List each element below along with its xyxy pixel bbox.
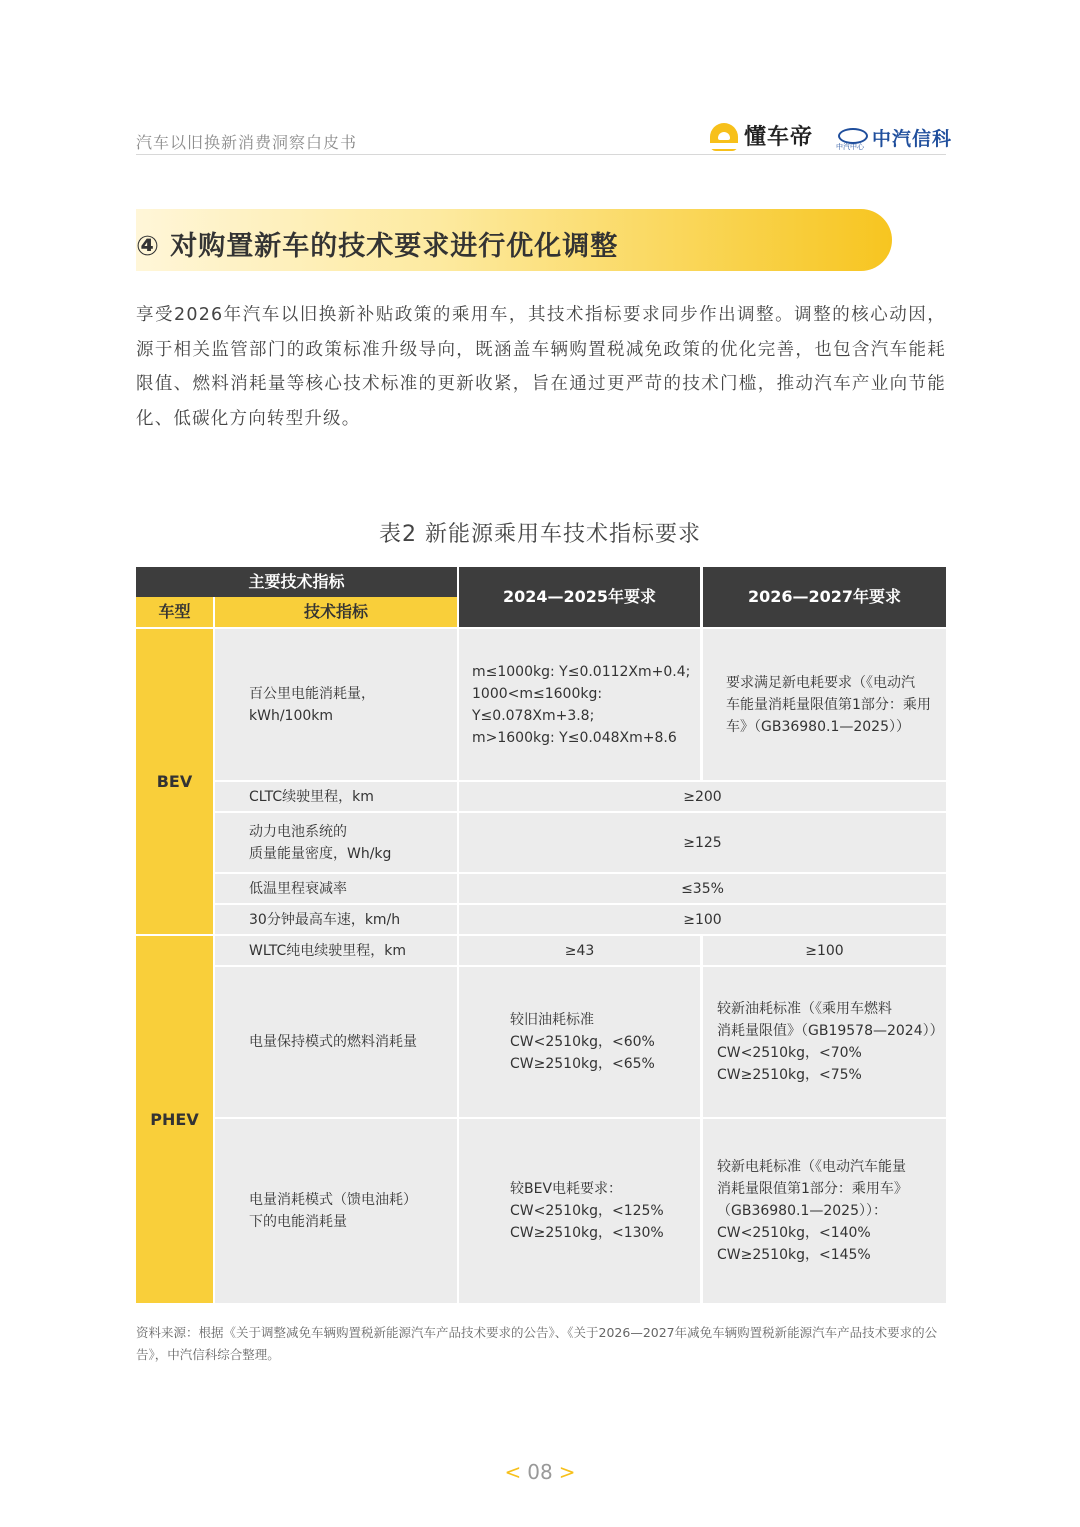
document-title: 汽车以旧换新消费洞察白皮书 (136, 133, 358, 152)
row8-2026-line: CW≥2510kg，<145% (717, 1247, 871, 1263)
row4-value: ≤35% (459, 874, 946, 903)
row6-2024: ≥43 (459, 936, 700, 965)
row7-2026-line: CW<2510kg，<70% (717, 1045, 862, 1061)
row7-2024-line: CW≥2510kg，<65% (510, 1056, 655, 1072)
page-number (0, 1460, 1080, 1484)
dongchedi-logo-text: 懂车帝 (744, 125, 814, 150)
row8-2026-line: 较新电耗标准（《电动汽车能量 (717, 1159, 906, 1175)
header-vehicle-type: 车型 (136, 597, 213, 627)
cata-logo-text: 中汽信科 (872, 128, 953, 150)
row1-indicator (215, 629, 457, 780)
row7-2026-line: CW≥2510kg，<75% (717, 1067, 862, 1083)
row4-indicator: 低温里程衰减率 (215, 874, 457, 903)
row8-indicator (215, 1119, 457, 1303)
row1-2026 (703, 629, 946, 780)
row8-2026-line: CW<2510kg，<140% (717, 1225, 871, 1241)
row7-2024 (459, 967, 700, 1117)
row1-2024 (459, 629, 700, 780)
body-paragraph: 享受2026年汽车以旧换新补贴政策的乘用车，其技术指标要求同步作出调整。调整的核心动因，源于相关监管部门的政策标准升级导向，既涵盖车辆购置税减免政策的优化完善，也包含汽车能耗限值、燃料消耗量等核心技术标准的更新收紧，旨在通过更严苛的技术门槛，推动汽车产业向节能化、低碳化方向转型升级。 (136, 305, 946, 429)
header-divider (136, 154, 946, 155)
row6-indicator: WLTC纯电续驶里程，km (215, 936, 457, 965)
cata-logo (836, 124, 952, 151)
dongchedi-mark-icon (710, 123, 738, 149)
row1-indicator-line: 百公里电能消耗量， (249, 685, 375, 702)
row3-indicator-line: 质量能量密度，Wh/kg (249, 845, 392, 862)
row8-2026-line: 消耗量限值第1部分：乘用车》 (717, 1181, 908, 1197)
row1-2024-line: m≤1000kg: Y≤0.0112Xm+0.4; (472, 663, 691, 680)
header-main-indicator: 主要技术指标 (136, 567, 457, 597)
section-title: ④ 对购置新车的技术要求进行优化调整 (136, 231, 619, 262)
row1-2026-line: 车能量消耗量限值第1部分：乘用 (726, 696, 931, 713)
row8-2026 (703, 1119, 946, 1303)
row1-2026-line: 要求满足新电耗要求（《电动汽 (726, 674, 915, 691)
row2-value: ≥200 (459, 782, 946, 811)
table-caption: 表2 新能源乘用车技术指标要求 (379, 522, 701, 547)
row8-2024-line: CW≥2510kg，<130% (510, 1225, 664, 1241)
row5-value: ≥100 (459, 905, 946, 934)
row8-indicator-line: 电量消耗模式（馈电油耗） (249, 1192, 417, 1208)
row5-indicator: 30分钟最高车速，km/h (215, 905, 457, 934)
row1-indicator-line: kWh/100km (249, 707, 334, 724)
row3-indicator (215, 813, 457, 872)
chevron-left-icon: < (504, 1460, 522, 1484)
header-indicator: 技术指标 (215, 597, 457, 627)
header-2026-2027: 2026—2027年要求 (703, 567, 946, 627)
row8-2024-line: 较BEV电耗要求： (510, 1181, 623, 1197)
row7-2026-line: 消耗量限值》（GB19578—2024）） (717, 1023, 944, 1039)
row7-2026 (703, 967, 946, 1117)
row1-2024-line: m>1600kg: Y≤0.048Xm+8.6 (472, 729, 677, 746)
page-number-value: 08 (527, 1460, 553, 1484)
row7-2026-line: 较新油耗标准（《乘用车燃料 (717, 1001, 892, 1017)
tech-requirements-table (136, 567, 946, 1303)
cata-emblem-subtext: 中汽中心 (836, 142, 864, 151)
header-2024-2025: 2024—2025年要求 (459, 567, 700, 627)
row7-2024-line: CW<2510kg，<60% (510, 1034, 655, 1050)
vehicle-type-bev: BEV (136, 629, 213, 934)
row8-indicator-line: 下的电能消耗量 (249, 1214, 347, 1230)
row3-value: ≥125 (459, 813, 946, 872)
row8-2024-line: CW<2510kg，<125% (510, 1203, 664, 1219)
vehicle-type-phev: PHEV (136, 936, 213, 1303)
row7-indicator: 电量保持模式的燃料消耗量 (215, 967, 457, 1117)
row8-2026-line: （GB36980.1—2025））： (717, 1203, 887, 1219)
row1-2026-line: 车》（GB36980.1—2025）） (726, 718, 910, 735)
row7-2024-line: 较旧油耗标准 (510, 1012, 594, 1028)
chevron-right-icon: > (558, 1460, 576, 1484)
dongchedi-logo (710, 120, 813, 151)
row2-indicator: CLTC续驶里程，km (215, 782, 457, 811)
cata-emblem-icon (836, 126, 866, 150)
row8-2024 (459, 1119, 700, 1303)
row6-2026: ≥100 (703, 936, 946, 965)
row3-indicator-line: 动力电池系统的 (249, 823, 347, 840)
source-footnote: 资料来源：根据《关于调整减免车辆购置税新能源汽车产品技术要求的公告》、《关于2026—2027年减免车辆购置税新能源汽车产品技术要求的公告》，中汽信科综合整理。 (136, 1325, 938, 1362)
row1-2024-line: 1000<m≤1600kg: Y≤0.078Xm+3.8; (472, 685, 603, 724)
